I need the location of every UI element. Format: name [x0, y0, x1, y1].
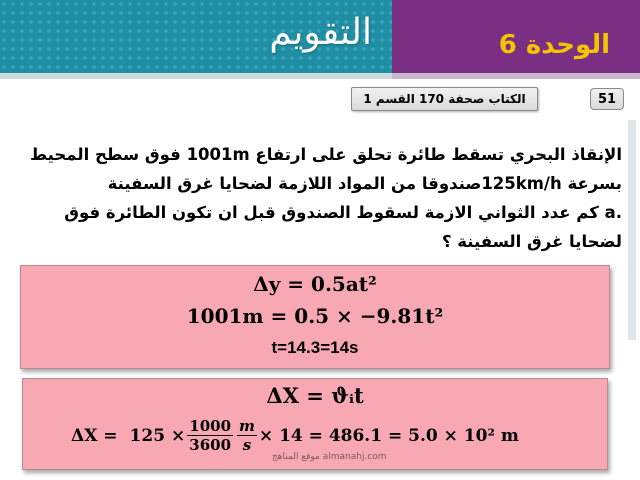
equation-distance-calc — [71, 417, 519, 454]
time-result: t=14.3=14s — [271, 338, 359, 357]
unit-numerator: m — [239, 417, 255, 435]
distance-result: × 14 = 486.1 = 5.0 × 10² m — [258, 425, 519, 446]
fraction-denominator: 3600 — [189, 436, 232, 454]
solution-box-time — [20, 265, 610, 369]
equation-displacement-x: ΔX = ϑᵢt — [266, 383, 364, 408]
speed-value: 125 — [129, 425, 166, 446]
book-reference: الكتاب صحفة 170 القسم 1 — [351, 87, 538, 111]
fraction-numerator: 1000 — [189, 417, 232, 435]
times-sign: × — [171, 425, 186, 446]
page-number: 51 — [590, 88, 624, 110]
problem-line-4: لضحايا غرق السفينة ؟ — [441, 232, 622, 251]
problem-line-2: بسرعة 125km/hصندوقا من المواد اللازمة لضحايا غرق السفينة — [107, 174, 622, 193]
page-title: التقويم — [269, 12, 372, 53]
watermark: موقع المناهج almanahj.com — [272, 452, 387, 462]
distance-lhs: ΔX = — [71, 425, 118, 446]
conversion-fraction — [187, 417, 233, 454]
header-divider — [0, 73, 640, 79]
equation-displacement-y: Δy = 0.5at² — [253, 272, 377, 296]
problem-line-3: .a كم عدد الثواني الازمة لسقوط الصندوق قبل ان تكون الطائرة فوق — [64, 203, 622, 222]
equation-substitution: 1001m = 0.5 × −9.81t² — [186, 304, 444, 328]
unit-denominator: s — [242, 436, 252, 454]
side-edge — [628, 120, 636, 340]
unit-label: الوحدة 6 — [498, 30, 610, 60]
problem-line-1: الإنقاذ البحري تسقط طائرة تحلق على ارتفاع 1001m فوق سطح المحيط — [30, 145, 622, 164]
problem-statement — [10, 140, 622, 256]
unit-fraction — [237, 417, 257, 454]
